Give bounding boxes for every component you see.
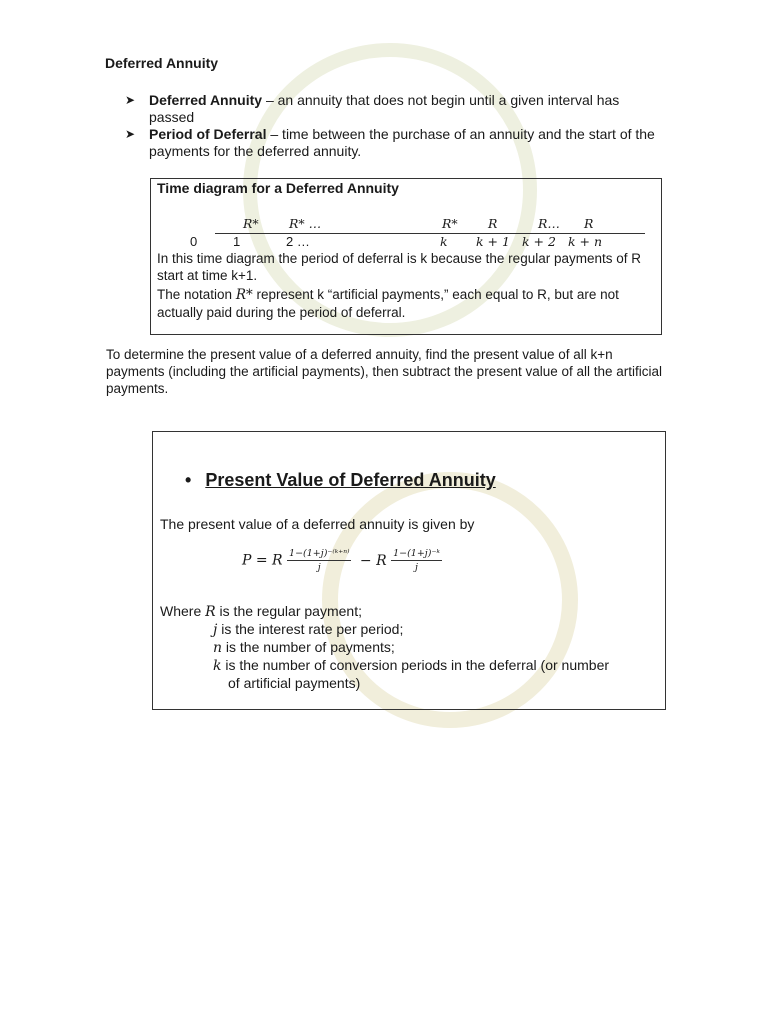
timeline-bottom-label: k [440,234,448,249]
bullet-icon: • [185,470,192,490]
where-conversion-periods: k is the number of conversion periods in the deferral (or number [213,657,610,674]
term: Period of Deferral [149,126,267,142]
definition-period-of-deferral [125,126,665,160]
timeline-top-label: R… [538,216,560,231]
timeline-top-label: R [584,216,594,231]
timeline-top-label: R* … [289,216,322,231]
time-diagram-title: Time diagram for a Deferred Annuity [157,180,399,196]
definition: – an annuity that does not begin until a given interval has passed [149,92,620,125]
where-interest-rate: j is the interest rate per period; [213,621,404,638]
term: Deferred Annuity [149,92,263,108]
arrow-bullet-icon: ➤ [125,127,136,141]
timeline-bottom-label: k + n [568,234,603,249]
present-value-formula: P = R $\frac{\text{1−(1+j)⁻⁽ᵏ⁺ⁿ⁾}}{j}$ − R $\frac{\text{1−(1+j)⁻ᵏ}}{j}$ [242,548,440,573]
timeline-bottom-label: k + 2 [522,234,556,249]
page-title: Deferred Annuity [105,55,219,71]
arrow-bullet-icon: ➤ [125,93,136,107]
timeline-bottom-label: 2 … [286,234,310,249]
formula-intro: The present value of a deferred annuity is given by [160,516,475,532]
timeline-bottom-label: k + 1 [476,234,510,249]
definition-deferred-annuity [125,92,665,126]
where-regular-payment: Where R is the regular payment; [160,603,362,620]
timeline-bottom-label: 0 [190,234,198,249]
timeline-top-label: R* [243,216,259,231]
artificial-payments-note: The notation R* represent k “artificial payments,” each equal to R, but are not actually paid during the period of deferral. [157,287,619,320]
time-diagram-explanation: In this time diagram the period of deferral is k because the regular payments of R start at time k+1. [157,251,641,283]
where-conversion-periods-cont: of artificial payments) [228,675,361,691]
definition: – time between the purchase of an annuity and the start of the payments for the deferred annuity. [149,126,655,159]
present-value-heading: • Present Value of Deferred Annuity [185,470,496,490]
where-number-of-payments: n is the number of payments; [213,639,395,656]
present-value-method-text: To determine the present value of a deferred annuity, find the present value of all k+n payments (including the artificial payments), then subtract the present value of all the artificial payments. [106,347,663,396]
timeline-bottom-label: 1 [233,234,241,249]
timeline-top-label: R* [442,216,458,231]
timeline-top-label: R [488,216,498,231]
